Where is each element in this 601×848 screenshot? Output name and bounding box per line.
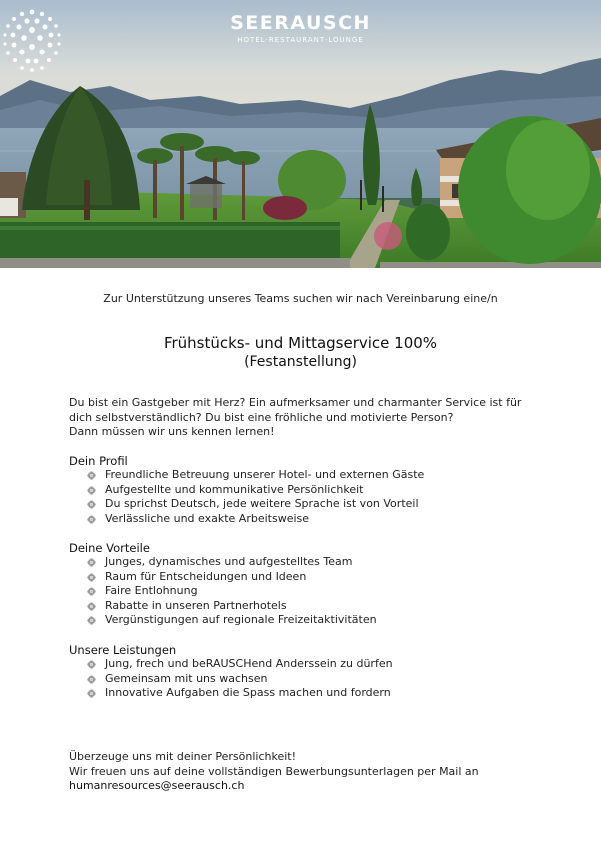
list-item-text: Verlässliche und exakte Arbeitsweise bbox=[105, 511, 310, 525]
list-item bbox=[69, 555, 539, 570]
job-title: Frühstücks- und Mittagservice 100% bbox=[163, 334, 438, 352]
list-item-text: Gemeinsam mit uns wachsen bbox=[105, 671, 268, 685]
email-link[interactable]: humanresources@seerausch.ch bbox=[69, 779, 245, 792]
list-item bbox=[69, 657, 539, 672]
list-item-text: Junges, dynamisches und aufgestelltes Team bbox=[105, 555, 353, 568]
closing-paragraph bbox=[69, 750, 539, 794]
seerausch-logo-mark-icon bbox=[0, 8, 64, 74]
section-offers bbox=[69, 643, 539, 701]
section-profile bbox=[69, 454, 539, 526]
list-item-text: Faire Entlohnung bbox=[105, 584, 198, 597]
offers-list bbox=[69, 657, 539, 701]
list-item bbox=[69, 468, 539, 483]
list-item bbox=[69, 613, 539, 628]
flower-bullet-icon bbox=[87, 660, 96, 669]
flower-bullet-icon bbox=[87, 602, 96, 611]
intro-text: Zur Unterstützung unseres Teams suchen wir nach Vereinbarung eine/n bbox=[103, 292, 498, 305]
list-item bbox=[69, 672, 539, 687]
list-item bbox=[69, 512, 539, 527]
list-item-text: Raum für Entscheidungen und Ideen bbox=[105, 569, 307, 583]
flower-bullet-icon bbox=[87, 500, 96, 509]
flower-bullet-icon bbox=[87, 616, 96, 625]
section-title: Deine Vorteile bbox=[69, 541, 150, 555]
list-item-text: Innovative Aufgaben die Spass machen und fordern bbox=[105, 686, 391, 699]
flower-bullet-icon bbox=[87, 689, 96, 698]
closing-line-1: Überzeuge uns mit deiner Persönlichkeit! bbox=[69, 750, 297, 763]
flower-bullet-icon bbox=[87, 471, 96, 480]
section-benefits bbox=[69, 541, 539, 628]
list-item bbox=[69, 497, 539, 512]
flower-bullet-icon bbox=[87, 558, 96, 567]
closing-line-2: Wir freuen uns auf deine vollständigen Bewerbungsunterlagen per Mail an bbox=[69, 764, 479, 778]
list-item bbox=[69, 599, 539, 614]
hero-photo bbox=[0, 0, 601, 268]
list-item-text: Du sprichst Deutsch, jede weitere Sprache ist von Vorteil bbox=[105, 497, 419, 510]
flower-bullet-icon bbox=[87, 675, 96, 684]
section-title: Unsere Leistungen bbox=[69, 643, 177, 657]
list-item bbox=[69, 483, 539, 498]
list-item bbox=[69, 584, 539, 599]
brand-tagline: HOTEL·RESTAURANT·LOUNGE bbox=[237, 36, 364, 44]
lead-line-3: Dann müssen wir uns kennen lernen! bbox=[69, 425, 275, 438]
lead-line-1: Du bist ein Gastgeber mit Herz? Ein aufmerksamer und charmanter Service ist für bbox=[69, 396, 522, 409]
flower-bullet-icon bbox=[87, 573, 96, 582]
flower-bullet-icon bbox=[87, 486, 96, 495]
list-item bbox=[69, 570, 539, 585]
section-title: Dein Profil bbox=[69, 454, 128, 468]
flower-bullet-icon bbox=[87, 515, 96, 524]
profile-list bbox=[69, 468, 539, 526]
lead-line-2: dich selbstverständlich? Du bist eine fröhliche und motivierte Person? bbox=[69, 410, 454, 424]
job-subtitle: (Festanstellung) bbox=[244, 354, 357, 370]
flower-bullet-icon bbox=[87, 587, 96, 596]
list-item-text: Vergünstigungen auf regionale Freizeitaktivitäten bbox=[105, 613, 377, 626]
lead-paragraph bbox=[69, 396, 539, 440]
list-item-text: Aufgestellte und kommunikative Persönlichkeit bbox=[105, 482, 364, 496]
logo bbox=[0, 8, 601, 44]
job-posting bbox=[0, 268, 601, 848]
benefits-list bbox=[69, 555, 539, 628]
list-item bbox=[69, 686, 539, 701]
list-item-text: Freundliche Betreuung unserer Hotel- und externen Gäste bbox=[105, 468, 425, 481]
brand-name: SEERAUSCH bbox=[230, 12, 371, 34]
list-item-text: Jung, frech und beRAUSCHend Anderssein zu dürfen bbox=[105, 657, 393, 670]
list-item-text: Rabatte in unseren Partnerhotels bbox=[105, 598, 287, 612]
